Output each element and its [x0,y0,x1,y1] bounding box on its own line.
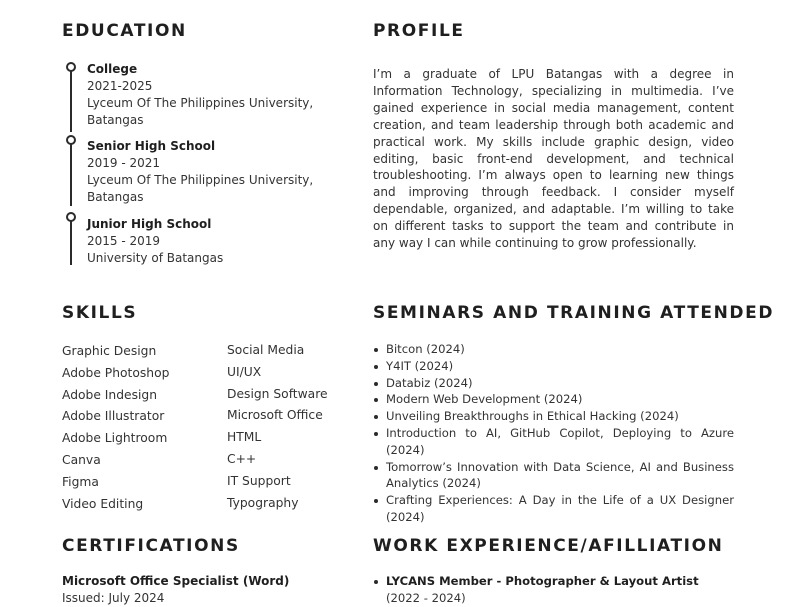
seminar-item: Crafting Experiences: A Day in the Life of a UX Designer (2024) [373,492,734,526]
skill-item: Figma [62,474,99,489]
timeline-line [70,142,72,206]
timeline-dot [66,135,76,145]
education-level: Junior High School [87,217,212,231]
seminar-item: Bitcon (2024) [373,341,734,358]
education-school: Lyceum Of The Philippines University, [87,173,314,187]
education-level: Senior High School [87,139,216,153]
seminar-item: Databiz (2024) [373,375,734,392]
work-list [373,573,734,607]
education-years: 2021-2025 [87,79,153,93]
skill-item: Microsoft Office [227,408,323,423]
skill-item: Adobe Lightroom [62,431,168,446]
seminars-list [373,341,734,526]
education-years: 2019 - 2021 [87,156,161,170]
skill-item: IT Support [227,473,291,488]
seminar-item: Modern Web Development (2024) [373,391,734,408]
work-role: LYCANS Member - Photographer & Layout Artist [386,574,699,588]
education-school: University of Batangas [87,251,224,265]
seminars-heading: SEMINARS AND TRAINING ATTENDED [373,303,775,323]
work-item [373,573,734,607]
skill-item: Adobe Illustrator [62,409,165,424]
certification-item [62,573,289,606]
education-entry [87,138,313,206]
skill-item: Social Media [227,343,305,357]
education-school-cont: Batangas [87,190,144,204]
timeline-dot [66,62,76,72]
timeline-dot [66,212,76,222]
timeline-line [70,68,72,132]
seminar-item: Introduction to AI, GitHub Copilot, Deploying to Azure (2024) [373,425,734,459]
certification-name: Microsoft Office Specialist (Word) [62,574,290,588]
profile-heading: PROFILE [373,21,465,41]
skill-item: HTML [227,430,262,445]
skill-item: UI/UX [227,364,262,379]
education-level: College [87,62,138,76]
education-entry [87,61,313,129]
education-school: Lyceum Of The Philippines University, [87,96,314,110]
skill-item: Design Software [227,386,328,401]
skill-item: Adobe Indesign [62,387,158,402]
education-heading: EDUCATION [62,21,187,41]
skills-list-left [62,342,169,516]
certifications-heading: CERTIFICATIONS [62,536,240,556]
seminar-item: Y4IT (2024) [373,358,734,375]
skill-item: Canva [62,452,101,467]
timeline-line [70,219,72,265]
skill-item: Typography [227,495,299,510]
certification-issued: Issued: July 2024 [62,590,165,605]
skill-item: Video Editing [62,496,144,511]
skills-list-right [227,341,328,515]
skill-item: Adobe Photoshop [62,365,170,380]
skills-heading: SKILLS [62,303,138,323]
skill-item: C++ [227,451,257,466]
work-heading: WORK EXPERIENCE/AFILLIATION [373,536,724,556]
education-school-cont: Batangas [87,113,144,127]
seminar-item: Tomorrow’s Innovation with Data Science, AI and Business Analytics (2024) [373,459,734,493]
education-entry [87,216,223,267]
profile-text: I’m a graduate of LPU Batangas with a degree in Information Technology, specializing in multimedia. I’ve gained experience in social media management, content creation, and team leadership through both academic and practical work. My skills include graphic design, video editing, basic front-end development, and technical troubleshooting. I’m always open to learning new things and improving through feedback. I consider myself dependable, organized, and adaptable. I’m willing to take on different tasks to support the team and contribute in any way I can while continuing to grow professionally. [373,67,734,251]
work-years: (2022 - 2024) [386,590,466,605]
education-years: 2015 - 2019 [87,234,161,248]
skill-item: Graphic Design [62,344,157,358]
seminar-item: Unveiling Breakthroughs in Ethical Hacking (2024) [373,408,734,425]
